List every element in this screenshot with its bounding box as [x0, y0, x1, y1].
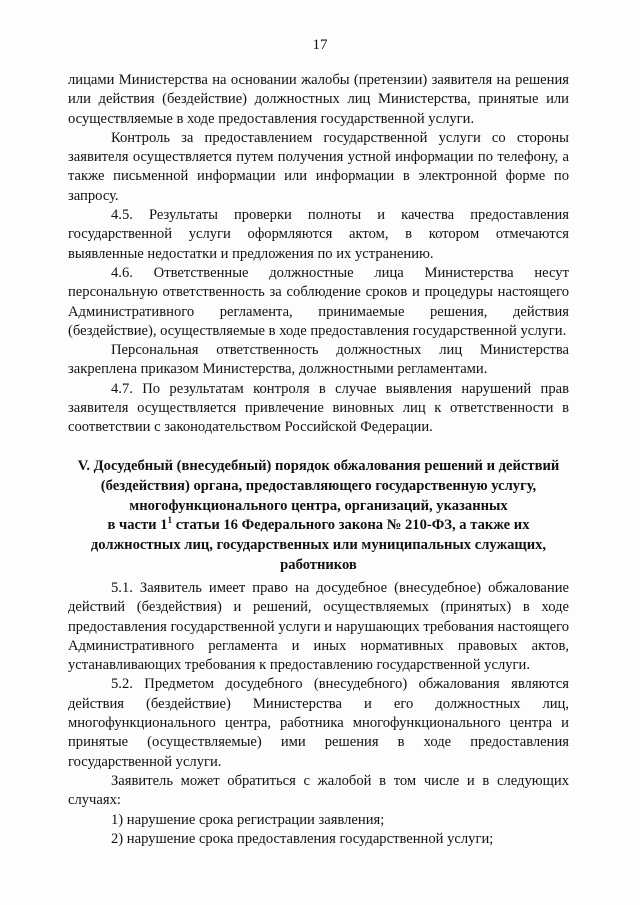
paragraph-continuation: лицами Министерства на основании жалобы (претензии) заявителя на решения или действия (бездействие) должностных лиц Министерства, принятые или осуществляемые в ходе предоставления государственной услуги. — [68, 72, 569, 127]
paragraph-personal-responsibility: Персональная ответственность должностных лиц Министерства закреплена приказом Министерства, должностными регламентами. — [68, 342, 569, 378]
heading-line: многофункционального центра, организаций, указанных — [129, 497, 508, 514]
heading-text: статьи 16 Федерального закона № 210-ФЗ, а также их — [172, 517, 530, 534]
heading-line: V. Досудебный (внесудебный) порядок обжалования решений и действий — [77, 458, 560, 474]
paragraph-4-5: 4.5. Результаты проверки полноты и качества предоставления государственной услуги оформляются актом, в котором отмечаются выявленные недостатки и предложения по их устранению. — [68, 207, 569, 262]
heading-line — [68, 516, 569, 536]
section-4-text — [68, 71, 569, 438]
heading-line: должностных лиц, государственных или муниципальных служащих, — [90, 537, 547, 554]
page-number: 17 — [312, 37, 328, 53]
heading-line: работников — [280, 556, 357, 573]
paragraph-4-6: 4.6. Ответственные должностные лица Министерства несут персональную ответственность за соблюдение сроков и процедуры настоящего Административного регламента, принимаемые решения, действия (бездействие), осуществляемые в ходе предоставления государственной услуги. — [68, 264, 569, 339]
paragraph-5-1: 5.1. Заявитель имеет право на досудебное (внесудебное) обжалование действий (бездействия) и решений, осуществляемых (принятых) в ходе предоставления государственной услуги и нарушающих требования настоящего Административного регламента и иных нормативных правовых актов, устанавливающих требования к предоставлению государственной услуги. — [68, 580, 569, 674]
paragraph-4-7: 4.7. По результатам контроля в случае выявления нарушений прав заявителя осуществляется привлечение виновных лиц к ответственности в соответствии с законодательством Российской Федерации. — [68, 380, 569, 436]
list-item: 2) нарушение срока предоставления государственной услуги; — [111, 830, 494, 847]
paragraph-control-by-applicant: Контроль за предоставлением государственной услуги со стороны заявителя осуществляется путем получения устной информации по телефону, а также письменной информации или информации в электронной форме по запросу. — [68, 129, 569, 204]
section-5-text — [68, 579, 569, 849]
superscript: 1 — [167, 515, 173, 526]
section-5-heading — [68, 457, 569, 576]
heading-text: в части 1 — [107, 517, 168, 534]
heading-line: (бездействия) органа, предоставляющего государственную услугу, — [100, 477, 537, 494]
paragraph-5-2: 5.2. Предметом досудебного (внесудебного) обжалования являются действия (бездействие) Министерства и его должностных лиц, многофункционального центра, работника многофункционального центра и принятые (осуществляемые) ими решения в ходе предоставления государственной услуги. — [68, 676, 569, 770]
paragraph-cases-intro: Заявитель может обратиться с жалобой в том числе и в следующих случаях: — [68, 772, 569, 809]
list-item: 1) нарушение срока регистрации заявления; — [111, 811, 385, 828]
